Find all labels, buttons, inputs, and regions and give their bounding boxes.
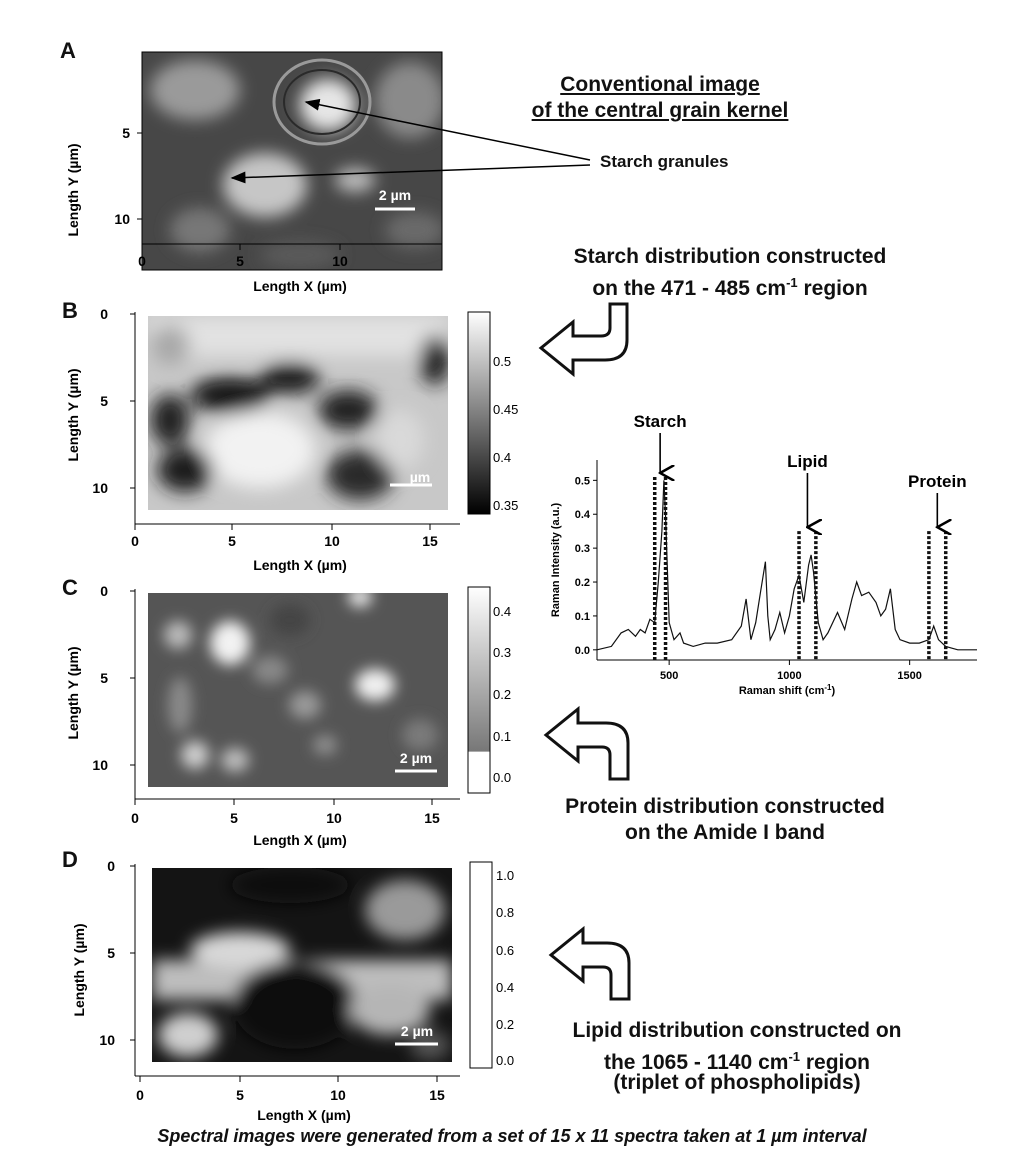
panel-c-colorbar-tick: 0.2 [493,687,512,702]
panel-c-ytick: 0 [100,583,108,599]
curved-arrow-c-icon [540,705,640,785]
panel-b-plot [60,300,540,580]
panel-a-ytick: 5 [122,125,130,141]
spectrum-ytick-label: 0.1 [574,610,590,623]
panel-d-ytick: 10 [99,1032,115,1048]
panel-d-ytick: 0 [107,858,115,874]
panel-a-title-line1: Conventional image [560,73,760,96]
spectrum-band-label: Lipid [787,452,828,471]
panel-b-xtick: 10 [324,533,340,549]
panel-d-colorbar-tick: 0.0 [496,1053,515,1068]
panel-d-colorbar [470,862,492,1068]
panel-a-xtick: 5 [236,253,244,269]
panel-d-colorbar-tick: 1.0 [496,868,515,883]
panel-d-ytick: 5 [107,945,115,961]
panel-b-ylabel: Length Y (µm) [65,368,81,462]
panel-c-ylabel: Length Y (µm) [65,646,81,740]
spectrum-xlabel-main: Raman shift (cm [738,685,825,697]
panel-b-scalebar-label: µm [409,469,431,485]
spectrum-xlabel-sup: -1 [824,683,832,692]
panel-a-xtick: 0 [138,253,146,269]
panel-d-colorbar-tick: 0.8 [496,905,515,920]
panel-b-colorbar-tick: 0.45 [493,402,519,417]
panel-c-scalebar-label: 2 µm [399,750,433,766]
spectrum-band-label: Protein [908,472,967,491]
panel-c-colorbar-tick: 0.0 [493,770,512,785]
panel-a-ylabel: Length Y (µm) [65,143,81,237]
panel-a-scalebar-label: 2 µm [378,187,412,203]
spectrum-ytick-label: 0.3 [574,543,590,556]
spectrum-ytick-label: 0.2 [574,577,590,590]
panel-c-colorbar-tick: 0.1 [493,729,512,744]
panel-c-xtick: 5 [230,810,238,826]
panel-d-title-line3: (triplet of phospholipids) [613,1071,861,1094]
panel-d-title-end: region [805,1051,871,1074]
panel-b-xlabel: Length X (µm) [253,557,347,573]
panel-b-title-range: on the 471 - 485 cm [592,277,787,300]
spectrum-band-label: Starch [633,412,687,431]
panel-d-colorbar-tick: 0.2 [496,1017,515,1032]
panel-d-xtick: 0 [136,1087,144,1103]
spectrum-ytick-label: 0.0 [574,644,590,657]
panel-a-annotation: Starch granules [600,152,729,171]
arrow-to-granule-2 [232,165,590,178]
panel-b-ytick: 5 [100,393,108,409]
panel-b-ytick: 10 [92,480,108,496]
panel-d-scalebar-label: 2 µm [400,1023,434,1039]
panel-d-plot [60,850,540,1130]
panel-c-xtick: 10 [326,810,342,826]
panel-c-plot [60,575,540,855]
spectrum-ylabel: Raman Intensity (a.u.) [550,502,562,618]
spectrum-ytick-label: 0.4 [574,509,590,522]
panel-b-title-line2 [505,270,955,302]
panel-b-title-end: region [803,277,868,300]
panel-c-xtick: 15 [424,810,440,826]
spectrum-xtick-label: 1000 [777,670,802,682]
panel-c-colorbar [468,587,490,793]
spectrum-xlabel-end: ) [831,685,836,697]
panel-d-xtick: 15 [429,1087,445,1103]
curved-arrow-b-icon [535,300,635,380]
panel-b-letter: B [62,298,78,323]
spectrum-bands [655,477,946,660]
panel-b-colorbar-tick: 0.4 [493,450,512,465]
panel-a-xlabel: Length X (µm) [253,278,347,294]
arrow-to-granule-1 [306,102,590,160]
panel-b-xtick: 15 [422,533,438,549]
panel-d-colorbar-tick: 0.6 [496,943,515,958]
panel-c-xtick: 0 [131,810,139,826]
panel-b-title-sup: -1 [786,275,798,290]
panel-a-title-line2: of the central grain kernel [531,99,789,122]
panel-b-image [148,316,450,510]
panel-c-letter: C [62,575,78,600]
spectrum-xlabel [739,683,836,697]
panel-b-colorbar [468,312,490,514]
panel-b-colorbar-tick: 0.5 [493,354,512,369]
curved-arrow-d-icon [545,925,645,1005]
figure-footer-caption: Spectral images were generated from a set of 15 x 11 spectra taken at 1 µm interval [157,1126,867,1146]
panel-a-letter: A [60,38,76,63]
panel-a-xtick: 10 [332,253,348,269]
panel-b-ytick: 0 [100,306,108,322]
panel-b-colorbar-tick: 0.35 [493,498,519,513]
panel-c-ytick: 10 [92,757,108,773]
panel-b-title-line1: Starch distribution constructed [573,245,887,268]
spectrum-xtick-label: 1500 [897,670,922,682]
panel-a-ytick: 10 [114,211,130,227]
panel-d-title-sup: -1 [788,1049,800,1064]
panel-c-xlabel: Length X (µm) [253,832,347,848]
panel-c-title-line2: on the Amide I band [625,821,825,844]
panel-b-xtick: 5 [228,533,236,549]
panel-d-letter: D [62,847,78,872]
panel-d-xtick: 5 [236,1087,244,1103]
raman-spectrum-chart [545,405,995,705]
panel-d-xlabel: Length X (µm) [257,1107,351,1123]
panel-d-title-range: the 1065 - 1140 cm [603,1051,789,1074]
panel-d-colorbar-tick: 0.4 [496,980,515,995]
panel-b-xtick: 0 [131,533,139,549]
panel-c-colorbar-tick: 0.3 [493,645,512,660]
panel-d-title-line1: Lipid distribution constructed on [572,1019,902,1042]
panel-c-ytick: 5 [100,670,108,686]
spectrum-ytick-label: 0.5 [574,475,590,488]
spectrum-xtick-label: 500 [659,670,679,682]
panel-d-ylabel: Length Y (µm) [71,923,87,1017]
panel-c-colorbar-tick: 0.4 [493,604,512,619]
panel-d-xtick: 10 [330,1087,346,1103]
panel-c-title-line1: Protein distribution constructed [565,795,885,818]
